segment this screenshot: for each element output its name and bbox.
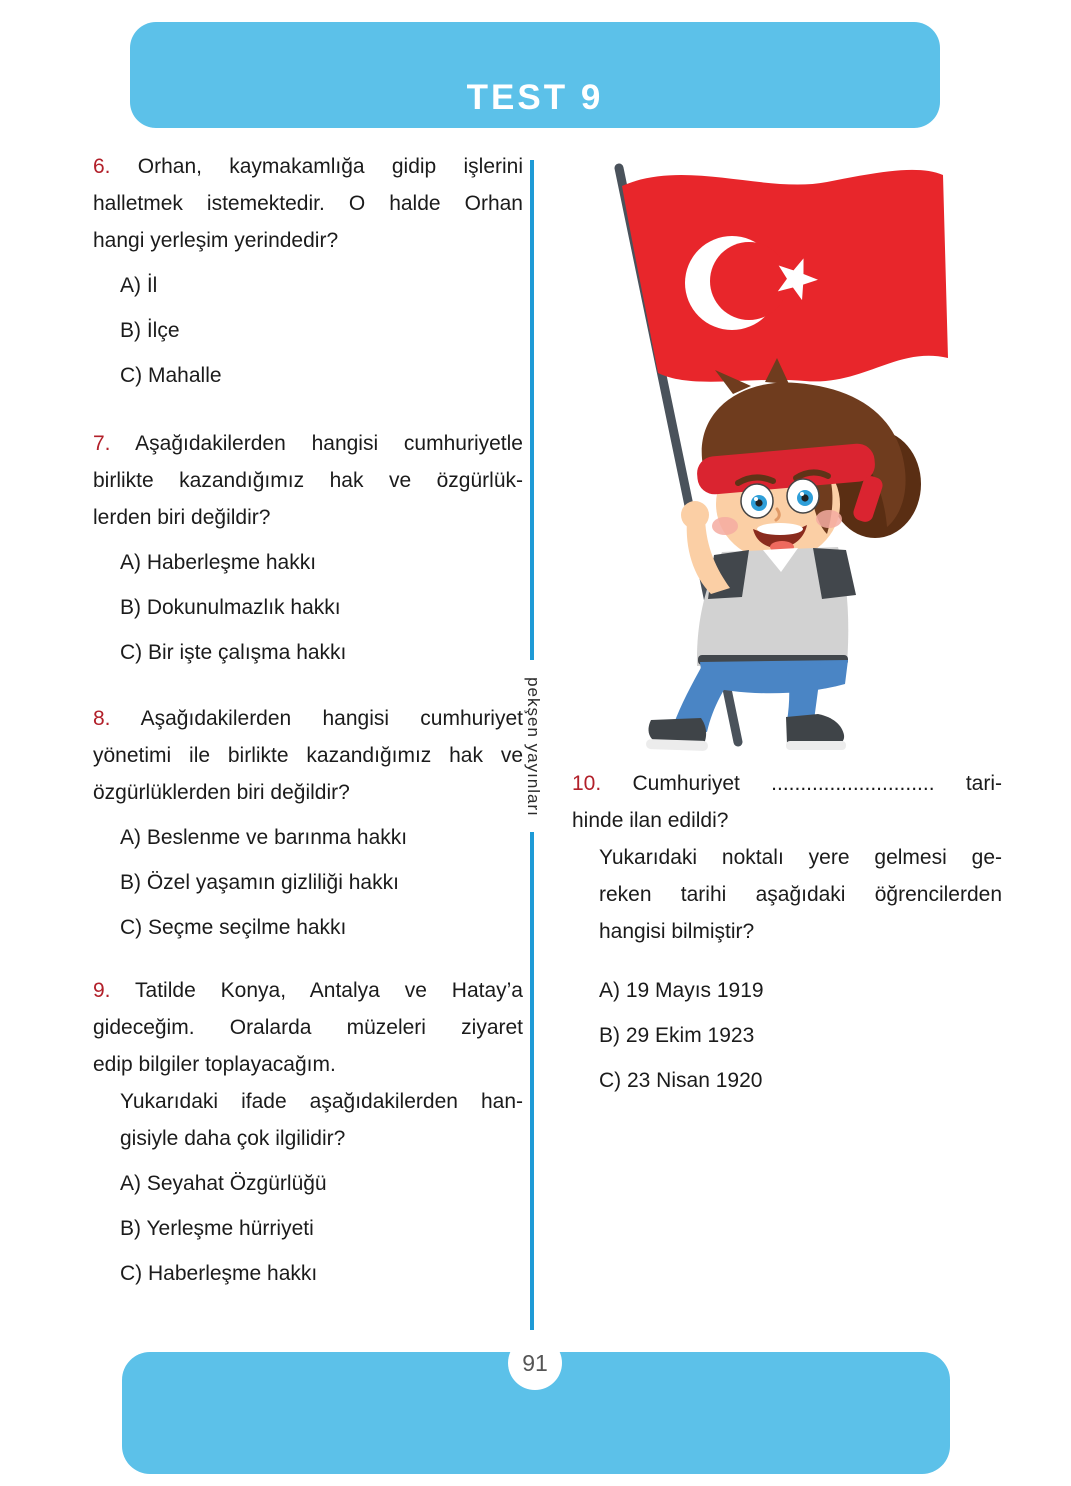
question-text: Orhan, kaymakamlığa gidip işlerini	[137, 155, 524, 178]
question-text-line: gideceğim. Oralarda müzeleri ziyaret	[93, 1016, 523, 1039]
question-number: 8.	[93, 707, 111, 730]
option-a: A) Beslenme ve barınma hakkı	[120, 826, 408, 849]
option-c: C) Haberleşme hakkı	[120, 1262, 318, 1285]
question-number: 9.	[93, 979, 111, 1002]
option-a: A) Haberleşme hakkı	[120, 551, 317, 574]
question-text-line: edip bilgiler toplayacağım.	[93, 1053, 336, 1076]
turkish-flag-boy-illustration	[565, 152, 1005, 764]
question-6	[93, 148, 523, 394]
question-text-line	[93, 148, 523, 185]
question-text-line: yönetimi ile birlikte kazandığımız hak ve	[93, 744, 523, 767]
question-text: Aşağıdakilerden hangisi cumhuriyet	[140, 707, 523, 730]
question-text-line: hangisi bilmiştir?	[599, 920, 755, 943]
question-8	[93, 700, 523, 946]
question-number: 10.	[572, 772, 602, 795]
question-text-line: reken tarihi aşağıdaki öğrencilerden	[599, 883, 1002, 906]
page-number-badge	[508, 1336, 562, 1390]
question-number: 6.	[93, 155, 111, 178]
question-text-line	[93, 425, 523, 462]
eye-glint	[754, 497, 758, 501]
option-c: C) Seçme seçilme hakkı	[120, 916, 347, 939]
question-text: Aşağıdakilerden hangisi cumhuriyetle	[135, 432, 523, 455]
question-7	[93, 425, 523, 671]
options-list	[93, 544, 523, 671]
question-text-line: birlikte kazandığımız hak ve özgürlük-	[93, 469, 523, 492]
options-list	[93, 1165, 523, 1292]
question-text-line	[93, 700, 523, 737]
question-text-line: lerden biri değildir?	[93, 506, 271, 529]
question-text-line	[572, 765, 1002, 802]
question-text-line: gisiyle daha çok ilgilidir?	[120, 1127, 346, 1150]
option-a: A) 19 Mayıs 1919	[599, 979, 764, 1002]
question-text-line: hangi yerleşim yerindedir?	[93, 229, 339, 252]
question-10	[572, 765, 1002, 1099]
option-b: B) İlçe	[120, 319, 180, 342]
teeth	[757, 523, 803, 535]
page-number: 91	[522, 1349, 548, 1376]
question-text-line: Yukarıdaki ifade aşağıdakilerden han-	[120, 1090, 523, 1113]
option-c: C) 23 Nisan 1920	[599, 1069, 763, 1092]
blush	[712, 517, 738, 535]
column-divider-line	[530, 832, 534, 1330]
question-subtext	[93, 1083, 523, 1157]
blush	[816, 510, 842, 528]
boy-hand	[681, 501, 709, 529]
eye-glint	[800, 492, 804, 496]
question-text-line	[93, 972, 523, 1009]
page-title: TEST 9	[466, 78, 604, 117]
options-list	[93, 819, 523, 946]
question-text-line: özgürlüklerden biri değildir?	[93, 781, 350, 804]
question-text: Tatilde Konya, Antalya ve Hatay’a	[135, 979, 523, 1002]
option-b: B) 29 Ekim 1923	[599, 1024, 755, 1047]
question-9	[93, 972, 523, 1292]
question-text-line: Yukarıdaki noktalı yere gelmesi ge-	[599, 846, 1002, 869]
question-text-line: halletmek istemektedir. O halde Orhan	[93, 192, 523, 215]
question-subtext	[572, 839, 1002, 950]
question-text: Cumhuriyet ............................ tari-	[632, 772, 1002, 795]
option-c: C) Mahalle	[120, 364, 222, 387]
option-b: B) Özel yaşamın gizliliği hakkı	[120, 871, 399, 894]
question-number: 7.	[93, 432, 111, 455]
option-b: B) Yerleşme hürriyeti	[120, 1217, 314, 1240]
option-a: A) Seyahat Özgürlüğü	[120, 1172, 327, 1195]
test-header-band	[130, 22, 940, 128]
jeans-leg	[787, 663, 821, 721]
options-list	[93, 267, 523, 394]
column-divider-line	[530, 160, 534, 660]
option-c: C) Bir işte çalışma hakkı	[120, 641, 347, 664]
question-text-line: hinde ilan edildi?	[572, 809, 729, 832]
options-list	[572, 972, 1002, 1099]
shoe-sole	[786, 741, 846, 750]
flag-crescent-cut	[710, 242, 788, 320]
option-b: B) Dokunulmazlık hakkı	[120, 596, 341, 619]
option-a: A) İl	[120, 274, 158, 297]
publisher-vertical-text: pekşen yayınları	[524, 677, 543, 817]
